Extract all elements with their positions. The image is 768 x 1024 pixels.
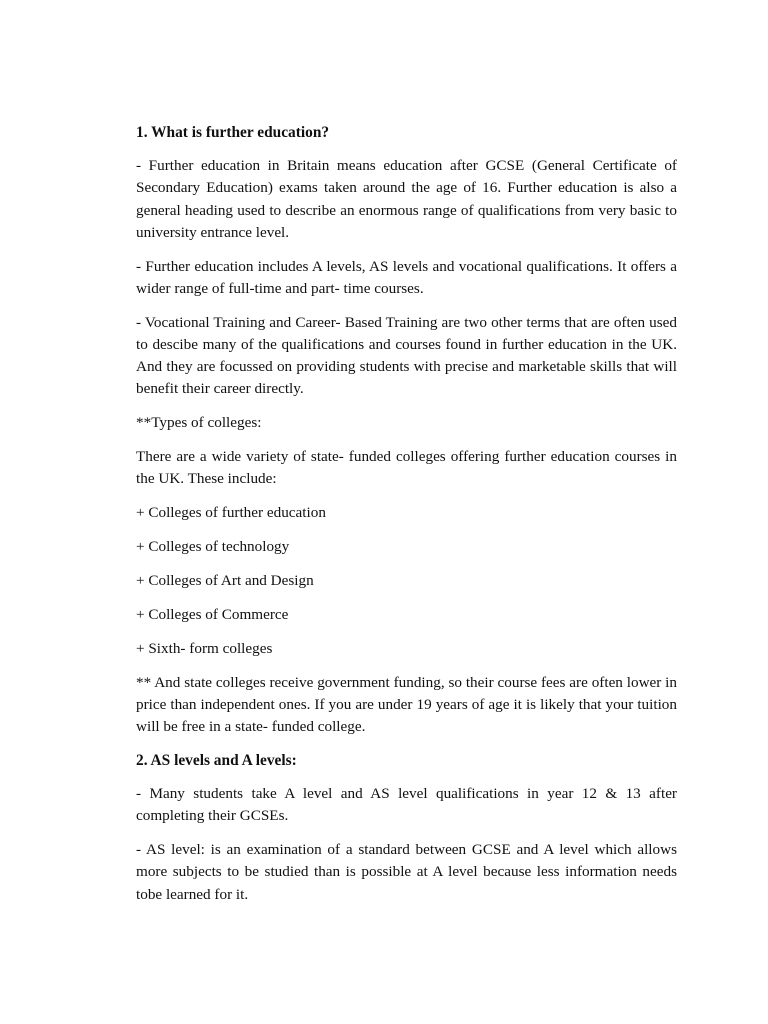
section-2-heading: 2. AS levels and A levels: xyxy=(136,752,297,770)
list-item: + Colleges of further education xyxy=(136,503,326,521)
section-2-paragraph-2: - AS level: is an examination of a standard between GCSE and A level which allows more subjects to be studied than is possible at A level because less information needs tobe learned for it. xyxy=(136,841,677,903)
section-1-paragraph-1: - Further education in Britain means education after GCSE (General Certificate of Secondary Education) exams taken around the age of 16. Further education is also a general heading used to describe an enormous range of qualifications from very basic to university entrance level. xyxy=(136,157,677,241)
list-item: + Sixth- form colleges xyxy=(136,639,273,657)
section-2-paragraph-1: - Many students take A level and AS level qualifications in year 12 & 13 after completing their GCSEs. xyxy=(136,785,677,825)
list-item: + Colleges of technology xyxy=(136,537,290,555)
types-of-colleges-heading: **Types of colleges: xyxy=(136,414,262,432)
list-item: + Colleges of Art and Design xyxy=(136,571,314,589)
section-1-heading: 1. What is further education? xyxy=(136,124,330,141)
college-types-list xyxy=(136,502,677,660)
section-1-paragraph-3: - Vocational Training and Career- Based Training are two other terms that are often used to descibe many of the qualifications and courses found in further education in the UK. And they are focussed on providing students with precise and marketable skills that will benefit their career directly. xyxy=(136,313,677,398)
list-item: + Colleges of Commerce xyxy=(136,605,289,623)
funding-note: ** And state colleges receive government funding, so their course fees are often lower in price than independent ones. If you are under 19 years of age it is likely that your tuition will be free in a state- funded college. xyxy=(136,673,677,736)
section-1-paragraph-2: - Further education includes A levels, AS levels and vocational qualifications. It offers a wider range of full-time and part- time courses. xyxy=(136,257,677,297)
types-of-colleges-intro: There are a wide variety of state- funded colleges offering further education courses in the UK. These include: xyxy=(136,447,677,488)
document-page xyxy=(136,122,677,917)
